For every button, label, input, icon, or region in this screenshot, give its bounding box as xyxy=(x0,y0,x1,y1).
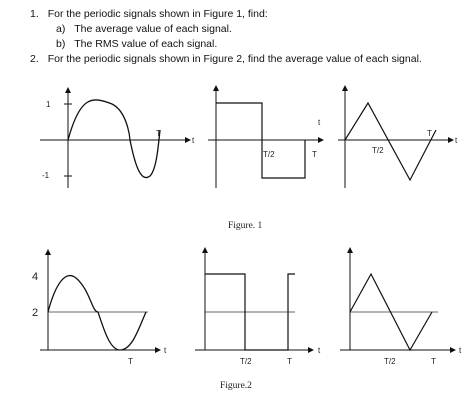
fig2-plot1-label-4: 4 xyxy=(32,271,39,283)
fig2-plot2-offset-square xyxy=(195,248,321,366)
fig2-plot1-offset-sine xyxy=(32,250,167,366)
fig1-plot1-label-neg1: -1 xyxy=(42,171,50,180)
fig2-plot1-label-t: t xyxy=(164,346,167,355)
fig1-plot1-label-1: 1 xyxy=(46,100,51,109)
fig1-plot3-triangle-wave xyxy=(345,103,436,180)
fig2-plot2-label-half: T/2 xyxy=(240,357,252,366)
fig2-plot3-label-half: T/2 xyxy=(384,357,396,366)
fig1-plot1-sine xyxy=(40,88,195,188)
question-1a-text: The average value of each signal. xyxy=(74,23,232,35)
fig2-plot1-label-T: T xyxy=(128,357,133,366)
question-1b-text: The RMS value of each signal. xyxy=(74,38,218,50)
fig1-plot1-label-t: t xyxy=(192,136,195,145)
question-1b-number: b) xyxy=(56,38,66,50)
fig1-plot3-triangle xyxy=(338,86,458,188)
fig2-plot3-offset-triangle xyxy=(340,248,462,366)
fig2-plot1-label-2: 2 xyxy=(32,307,39,319)
figure1-caption: Figure. 1 xyxy=(228,221,263,231)
fig2-plot3-label-t: t xyxy=(459,346,462,355)
fig1-plot3-label-T: T xyxy=(427,129,432,138)
fig1-plot1-sine-curve xyxy=(68,100,160,178)
fig2-plot2-label-T: T xyxy=(287,357,292,366)
fig1-plot1-label-T: T xyxy=(156,129,161,138)
fig2-plot3-label-T: T xyxy=(431,357,436,366)
question-2-number: 2. xyxy=(30,53,39,65)
fig2-plot1-sine-curve xyxy=(48,276,146,350)
fig1-plot2-label-T: T xyxy=(312,150,317,159)
figure2-caption: Figure.2 xyxy=(220,381,252,391)
fig1-plot2-label-half: T/2 xyxy=(263,150,275,159)
question-1-text: For the periodic signals shown in Figure 1, find: xyxy=(47,8,268,20)
fig1-plot3-label-half: T/2 xyxy=(372,146,384,155)
fig1-plot2-square xyxy=(208,86,323,188)
fig1-plot2-label-t: t xyxy=(318,118,321,127)
fig2-plot2-label-t: t xyxy=(318,346,321,355)
question-1-number: 1. xyxy=(30,8,39,20)
question-1a-number: a) xyxy=(56,23,66,35)
question-2-text: For the periodic signals shown in Figure 2, find the average value of each signal. xyxy=(47,53,422,65)
fig1-plot3-label-t: t xyxy=(455,136,458,145)
